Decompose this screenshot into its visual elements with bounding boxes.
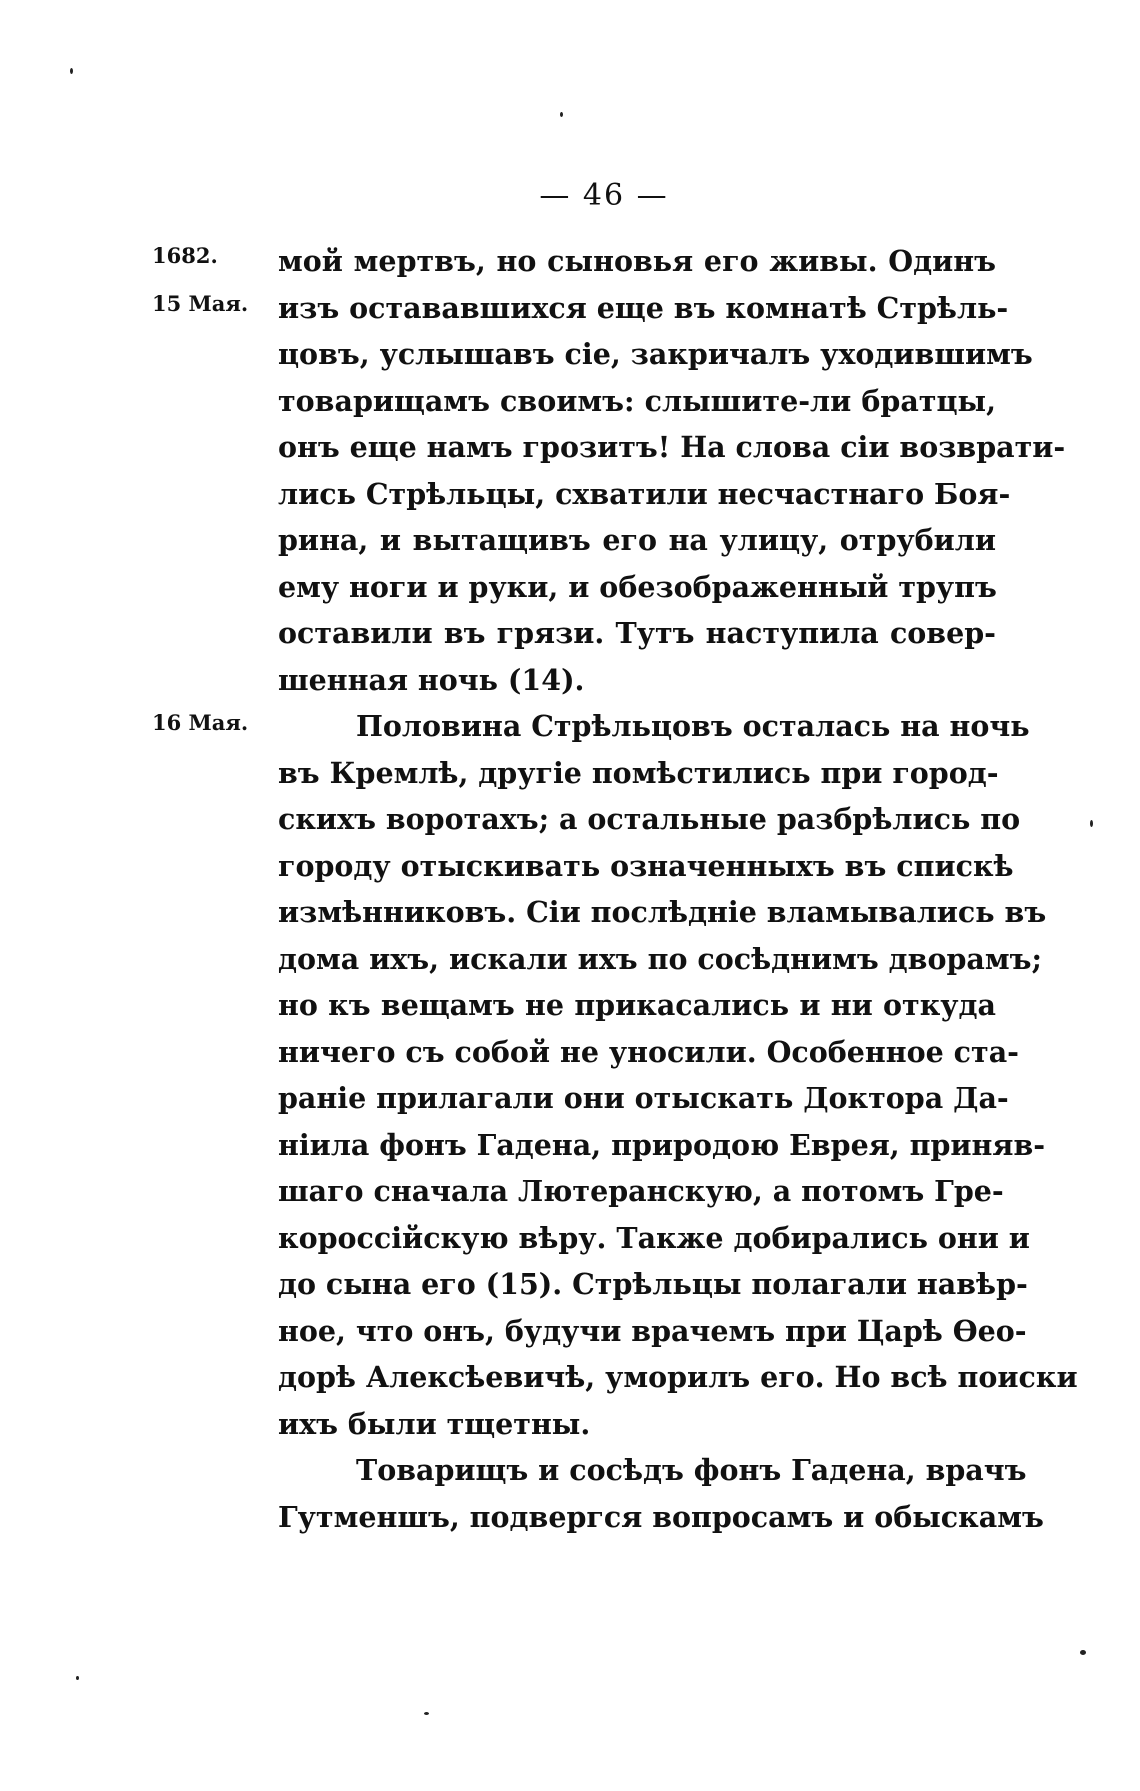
scan-speck xyxy=(1080,1650,1086,1655)
text-line: мой мертвъ, но сыновья его живы. Одинъ xyxy=(278,244,996,278)
scan-speck xyxy=(76,1676,79,1680)
text-line: Гутменшъ, подвергся вопросамъ и обыскамъ xyxy=(278,1499,1044,1534)
text-line: ничего съ собой не уносили. Особенное ста- xyxy=(278,1034,1019,1069)
text-line: шаго сначала Лютеранскую, а потомъ Гре- xyxy=(278,1174,1004,1208)
text-line: оставили въ грязи. Тутъ наступила совер- xyxy=(278,616,996,650)
margin-year: 1682. xyxy=(152,243,218,268)
scan-speck xyxy=(70,68,73,74)
text-line: ное, что онъ, будучи врачемъ при Царѣ Ѳео- xyxy=(278,1313,1027,1348)
text-line: короссійскую вѣру. Также добирались они и xyxy=(278,1220,1030,1255)
text-line: въ Кремлѣ, другіе помѣстились при город- xyxy=(278,755,999,790)
text-line: изъ остававшихся еще въ комнатѣ Стрѣль- xyxy=(278,290,1009,325)
text-line: рина, и вытащивъ его на улицу, отрубили xyxy=(278,523,996,557)
text-line: раніе прилагали они отыскать Доктора Да- xyxy=(278,1081,1009,1115)
text-line: до сына его (15). Стрѣльцы полагали навѣр- xyxy=(278,1267,1028,1301)
text-line: онъ еще намъ грозитъ! На слова сіи возврати- xyxy=(278,430,1066,464)
text-line: Половина Стрѣльцовъ осталась на ночь xyxy=(356,709,1030,743)
margin-date-15-may: 15 Мая. xyxy=(152,291,249,316)
text-line: товарищамъ своимъ: слышите-ли братцы, xyxy=(278,383,996,418)
scan-speck xyxy=(424,1712,429,1715)
text-line: дорѣ Алексѣевичѣ, уморилъ его. Но всѣ поиски xyxy=(278,1360,1078,1394)
body-text xyxy=(278,238,1078,1540)
text-line: измѣнниковъ. Сіи послѣдніе вламывались въ xyxy=(278,895,1047,929)
text-line: дома ихъ, искали ихъ по сосѣднимъ дворамъ; xyxy=(278,941,1043,976)
text-line: лись Стрѣльцы, схватили несчастнаго Боя- xyxy=(278,476,1011,511)
text-line: ему ноги и руки, и обезображенный трупъ xyxy=(278,569,997,604)
text-line: городу отыскивать означенныхъ въ спискѣ xyxy=(278,848,1014,883)
text-line: но къ вещамъ не прикасались и ни откуда xyxy=(278,988,996,1022)
text-line: шенная ночь (14). xyxy=(278,662,585,697)
text-line: ихъ были тщетны. xyxy=(278,1406,591,1441)
scan-speck xyxy=(1090,820,1093,827)
text-line: Товарищъ и сосѣдъ фонъ Гадена, врачъ xyxy=(356,1453,1027,1487)
page-number: — 46 — xyxy=(539,178,669,213)
text-line: ніила фонъ Гадена, природою Еврея, приняв- xyxy=(278,1127,1046,1162)
text-line: цовъ, услышавъ сіе, закричалъ уходившимъ xyxy=(278,337,1033,371)
margin-date-16-may: 16 Мая. xyxy=(152,710,249,735)
scan-speck xyxy=(560,112,563,117)
text-line: скихъ воротахъ; а остальные разбрѣлись по xyxy=(278,802,1021,836)
